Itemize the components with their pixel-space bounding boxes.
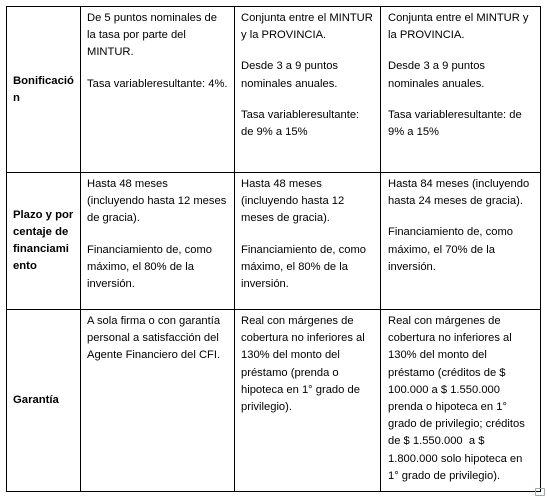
cell-paragraph: Conjunta entre el MINTUR y la PROVINCIA. bbox=[241, 12, 376, 42]
table-cell bbox=[235, 7, 381, 172]
table-cell bbox=[81, 7, 235, 172]
row-label: Garantía bbox=[13, 394, 59, 406]
cell-paragraph: Hasta 48 meses (incluyendo hasta 12 meses de gracia). bbox=[87, 178, 230, 225]
table-cell bbox=[81, 173, 235, 309]
row-label: Bonificación bbox=[13, 74, 74, 104]
cell-paragraph: Hasta 84 meses (incluyendo hasta 24 meses de gracia). bbox=[388, 178, 533, 208]
table-row-garantia bbox=[7, 310, 540, 491]
table-cell bbox=[81, 310, 235, 491]
cell-paragraph: Financiamiento de, como máximo, el 80% de la inversión. bbox=[87, 243, 216, 291]
cell-paragraph: Hasta 48 meses (incluyendo hasta 12 meses de gracia). bbox=[241, 178, 348, 225]
row-header-cell bbox=[7, 7, 81, 172]
cell-paragraph: A sola firma o con garantía personal a satisfacción del Agente Financiero del CFI. bbox=[87, 315, 224, 362]
cell-paragraph: Real con márgenes de cobertura no inferiores al 130% del monto del préstamo (créditos de $ 100.000 a $ 1.550.000 prenda o hipoteca en 1° grado de privilegio; créditos de $ 1.550.000 a $ 1.800.000 solo hipoteca en 1° grado de privilegio). bbox=[388, 315, 528, 482]
table-cell bbox=[381, 310, 540, 491]
table-cell bbox=[381, 173, 540, 309]
cell-paragraph: Real con márgenes de cobertura no inferiores al 130% del monto del préstamo (prenda o hipoteca en 1° grado de privilegio). bbox=[241, 315, 368, 414]
cell-paragraph: Desde 3 a 9 puntos nominales anuales. bbox=[241, 60, 342, 90]
table-row-plazo bbox=[7, 173, 540, 310]
cell-paragraph: Financiamiento de, como máximo, el 70% de la inversión. bbox=[388, 226, 517, 273]
table-cell bbox=[235, 173, 381, 309]
cell-paragraph: De 5 puntos nominales de la tasa por parte del MINTUR. bbox=[87, 12, 221, 59]
row-header-cell bbox=[7, 173, 81, 309]
cell-paragraph: Financiamiento de, como máximo, el 80% de la inversión. bbox=[241, 243, 370, 291]
row-label: Plazo y porcentaje de financiamiento bbox=[13, 209, 74, 272]
cell-paragraph: Tasa variableresultante: de 9% a 15% bbox=[241, 108, 363, 139]
conditions-table bbox=[6, 6, 541, 492]
table-cell bbox=[235, 310, 381, 491]
table-resize-handle-icon[interactable] bbox=[535, 488, 545, 496]
cell-paragraph: Tasa variableresultante: de 9% a 15% bbox=[388, 108, 525, 139]
cell-paragraph: Tasa variableresultante: 4%. bbox=[87, 77, 228, 90]
cell-paragraph: Desde 3 a 9 puntos nominales anuales. bbox=[388, 60, 489, 90]
table-row-bonificacion bbox=[7, 7, 540, 173]
row-header-cell bbox=[7, 310, 81, 491]
table-cell bbox=[381, 7, 540, 172]
cell-paragraph: Conjunta entre el MINTUR y la PROVINCIA. bbox=[388, 12, 532, 42]
